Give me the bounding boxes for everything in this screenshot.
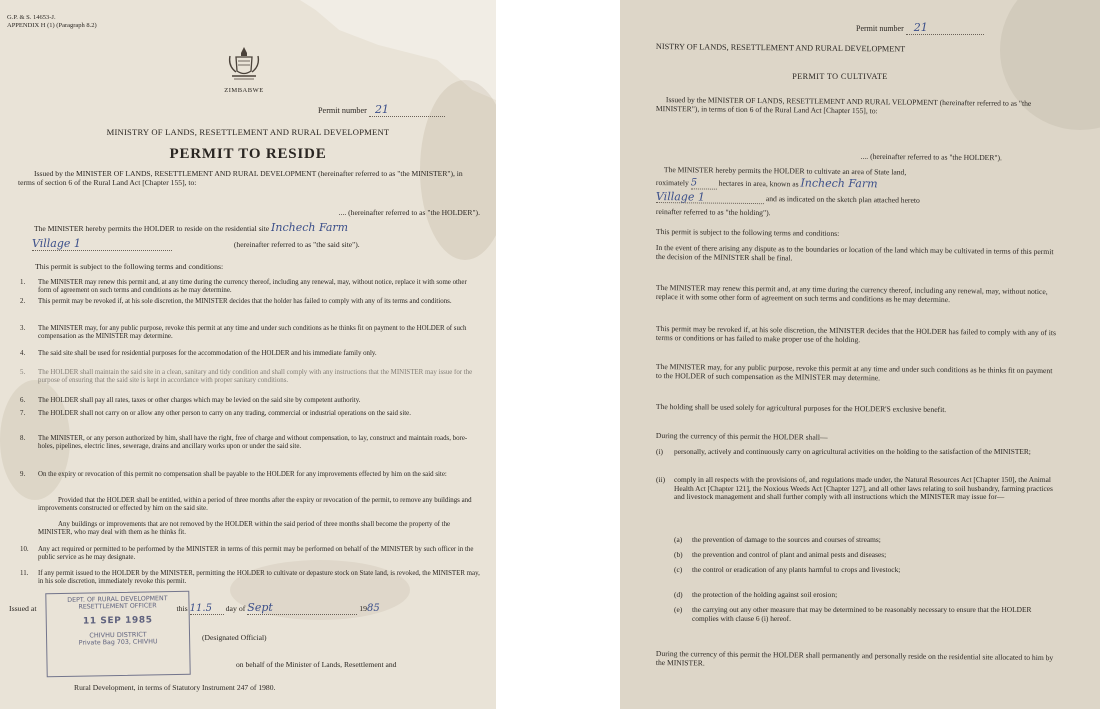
document-title: PERMIT TO CULTIVATE <box>792 72 888 81</box>
clause-8: 8. The MINISTER, or any person authorized by him, shall have the right, free of charge and without compensation, to lay, construct and maintain roads, bore-holes, pipelines, electric lines, sewerage, drains and ancillary works upon or under the said site. <box>20 435 468 451</box>
gov-print-ref: G.P. & S. 14653-J. <box>7 14 56 21</box>
rural-development-text: Rural Development, in terms of Statutory Instrument 247 of 1980. <box>74 683 276 692</box>
sub-item-a: (a) the prevention of damage to the sources and courses of streams; <box>674 535 881 544</box>
zimbabwe-coat-of-arms-icon <box>224 44 264 84</box>
item-i: (i) personally, actively and continuously carry on agricultural activities on the holding to the satisfaction of the MINISTER; <box>656 447 1031 456</box>
permits-text: The MINISTER hereby permits the HOLDER to cultivate an area of State land, <box>663 165 907 177</box>
clause-7: 7. The HOLDER shall not carry on or allow any other person to carry on any trading, commercial or industrial operations on the said site. <box>20 410 411 417</box>
holding-reference: reinafter referred to as "the holding"). <box>655 207 771 218</box>
condition-public-purpose: The MINISTER may, for any public purpose, revoke this permit at any time and under such conditions as he thinks fit on payment to the HOLDER of such compensation as the MINISTER may determine. <box>655 362 1053 383</box>
village-handwritten: Village 1 <box>32 237 172 251</box>
condition-renewal: The MINISTER may renew this permit and, at any time during the currency thereof, including any renewal, may, without notice, replace it with some other form of agreement on such terms and conditions as he may determine. <box>655 283 1048 304</box>
document-title: PERMIT TO RESIDE <box>169 146 327 162</box>
subject-to-text: This permit is subject to the following terms and conditions: <box>35 262 224 271</box>
clause-6: 6. The HOLDER shall pay all rates, taxes or other charges which may be levied on the said site by competent authority. <box>20 397 361 404</box>
sub-item-d: (d) the protection of the holding against soil erosion; <box>674 590 838 599</box>
clause-2: 2. This permit may be revoked if, at his sole discretion, the MINISTER decides that the holder has failed to comply with any of its terms and conditions. <box>20 298 452 305</box>
condition-revocation: This permit may be revoked if, at his sole discretion, the MINISTER decides that the HOLDER has failed to comply with any of its terms or conditions or has failed to make proper use of the holding. <box>655 324 1057 344</box>
issued-by-paragraph: Issued by the MINISTER OF LANDS, RESETTLEMENT AND RURAL DEVELOPMENT (hereinafter referred to as "the MINISTER"), in terms of section 6 of the Rural Land Act [Chapter 155], to: <box>18 169 463 188</box>
sub-item-e: (e) the carrying out any other measure that may be determined to be reasonably necessary to ensure that the HOLDER complies with clause 6 (i) hereof. <box>674 605 1032 623</box>
permit-to-cultivate-page <box>620 0 1100 709</box>
stamp-district: CHIVHU DISTRICT <box>89 630 147 640</box>
clause-4: 4. The said site shall be used for residential purposes for the accommodation of the HOLDER and his immediate family only. <box>20 350 377 357</box>
approx-label: roximately <box>655 178 689 188</box>
sub-item-b: (b) the prevention and control of plant and animal pests and diseases; <box>674 550 887 559</box>
holder-reference: .... (hereinafter referred to as "the HOLDER"). <box>860 151 1002 163</box>
said-site-text: (hereinafter referred to as "the said site"). <box>233 240 360 249</box>
permit-number-label: Permit number <box>856 24 904 33</box>
condition-boundaries: In the event of there arising any dispute as to the boundaries or location of the land which may be cultivated in terms of this permit the decision of the MINISTER shall be final. <box>655 243 1054 263</box>
hectares-text: hectares in area, known as <box>718 178 799 189</box>
stamp-date: 11 SEP 1985 <box>82 615 153 627</box>
farm-handwritten: Inchech Farm <box>800 176 878 191</box>
ministry-heading: NISTRY OF LANDS, RESETTLEMENT AND RURAL DEVELOPMENT <box>655 42 906 54</box>
designated-official-label: (Designated Official) <box>202 633 267 642</box>
permits-text: The MINISTER hereby permits the HOLDER to reside on the residential site <box>34 224 270 233</box>
proviso-property: Any buildings or improvements that are not removed by the HOLDER within the said period of three months shall become the property of the MINISTER, who may deal with them as he thinks fit. <box>38 521 451 537</box>
year-handwritten: 85 <box>367 603 380 614</box>
permit-to-reside-page <box>0 0 496 709</box>
day-handwritten: 11.5 <box>190 603 224 615</box>
official-stamp <box>45 591 190 678</box>
hectares-handwritten: 5 <box>691 179 717 189</box>
issued-at-label: Issued at <box>9 604 37 613</box>
sub-item-c: (c) the control or eradication of any plants harmful to crops and livestock; <box>674 565 901 574</box>
clause-5: 5. The HOLDER shall maintain the said site in a clean, sanitary and tidy condition and shall comply with any instructions that the MINISTER may issue for the purpose of ensuring that the said site is kept in accordance with proper sanitary conditions. <box>20 369 473 385</box>
stamp-address: Private Bag 703, CHIVHU <box>78 638 158 647</box>
permit-number-value: 21 <box>369 103 445 117</box>
permit-number-value: 21 <box>906 21 984 35</box>
residence-requirement: During the currency of this permit the HOLDER shall permanently and personally reside on the residential site allocated to him by the MINISTER. <box>655 649 1054 668</box>
proviso-remove: Provided that the HOLDER shall be entitled, within a period of three months after the expiry or revocation of the permit, to remove any buildings and improvements constructed or effected by him on the said site. <box>38 497 472 513</box>
ministry-heading: MINISTRY OF LANDS, RESETTLEMENT AND RURAL DEVELOPMENT <box>106 127 390 137</box>
appendix-ref: APPENDIX H (1) (Paragraph 8.2) <box>7 22 97 29</box>
item-ii: (ii) comply in all respects with the provisions of, and regulations made under, the Natural Resources Act [Chapter 150], the Animal Health Act [Chapter 121], the Noxious Weeds Act [Chapter 127], and all other laws relating to soil husbandry, farming practices and livestock management and shall further comply with all instructions which the MINISTER may issue for— <box>656 475 1053 502</box>
clause-10: 10. Any act required or permitted to be performed by the MINISTER in terms of this permit may be performed on behalf of the MINISTER by such officer in the public service as he may designate. <box>20 546 474 562</box>
month-handwritten: Sept <box>247 601 357 615</box>
clause-1: 1. The MINISTER may renew this permit and, at any time during the currency thereof, including any renewal, may, without notice, replace it with some other form of agreement on such terms and conditions as he may determine. <box>20 279 467 295</box>
issued-by-paragraph: Issued by the MINISTER OF LANDS, RESETTLEMENT AND RURAL VELOPMENT (hereinafter referred to as "the MINISTER"), in terms of tion 6 of the Rural Land Act [Chapter 155], to: <box>655 95 1032 116</box>
clause-9: 9. On the expiry or revocation of this permit no compensation shall be payable to the HOLDER for any improvements effected by him on the said site: <box>20 471 447 478</box>
village-handwritten: Village 1 <box>656 193 764 204</box>
on-behalf-text: on behalf of the Minister of Lands, Resettlement and <box>236 660 397 669</box>
condition-agricultural-use: The holding shall be used solely for agricultural purposes for the HOLDER'S exclusive benefit. <box>655 402 947 415</box>
sketch-plan-text: and as indicated on the sketch plan attached hereto <box>765 194 920 205</box>
site-name-handwritten: Inchech Farm <box>271 221 349 234</box>
day-of-label: day of <box>225 604 246 613</box>
holder-reference: .... (hereinafter referred to as "the HOLDER"). <box>338 208 480 217</box>
clause-3: 3. The MINISTER may, for any public purpose, revoke this permit at any time and under such conditions as he thinks fit on payment to the HOLDER of such compensation as the MINISTER may determine. <box>20 325 467 341</box>
this-label: this <box>176 604 188 613</box>
stamp-officer: RESETTLEMENT OFFICER <box>78 602 157 611</box>
permit-number-label: Permit number <box>318 106 367 115</box>
stamp-dept: DEPT. OF RURAL DEVELOPMENT <box>67 595 168 604</box>
during-currency-text: During the currency of this permit the HOLDER shall— <box>655 431 828 442</box>
subject-to-text: This permit is subject to the following terms and conditions: <box>655 227 840 238</box>
year-prefix: 19 <box>359 604 368 613</box>
country-label: ZIMBABWE <box>224 87 264 94</box>
clause-11: 11. If any permit issued to the HOLDER by the MINISTER, permitting the HOLDER to cultivate or depasture stock on State land, is revoked, the MINISTER may, in his sole discretion, immediately revoke this permit. <box>20 570 480 586</box>
torn-corner <box>300 0 496 100</box>
